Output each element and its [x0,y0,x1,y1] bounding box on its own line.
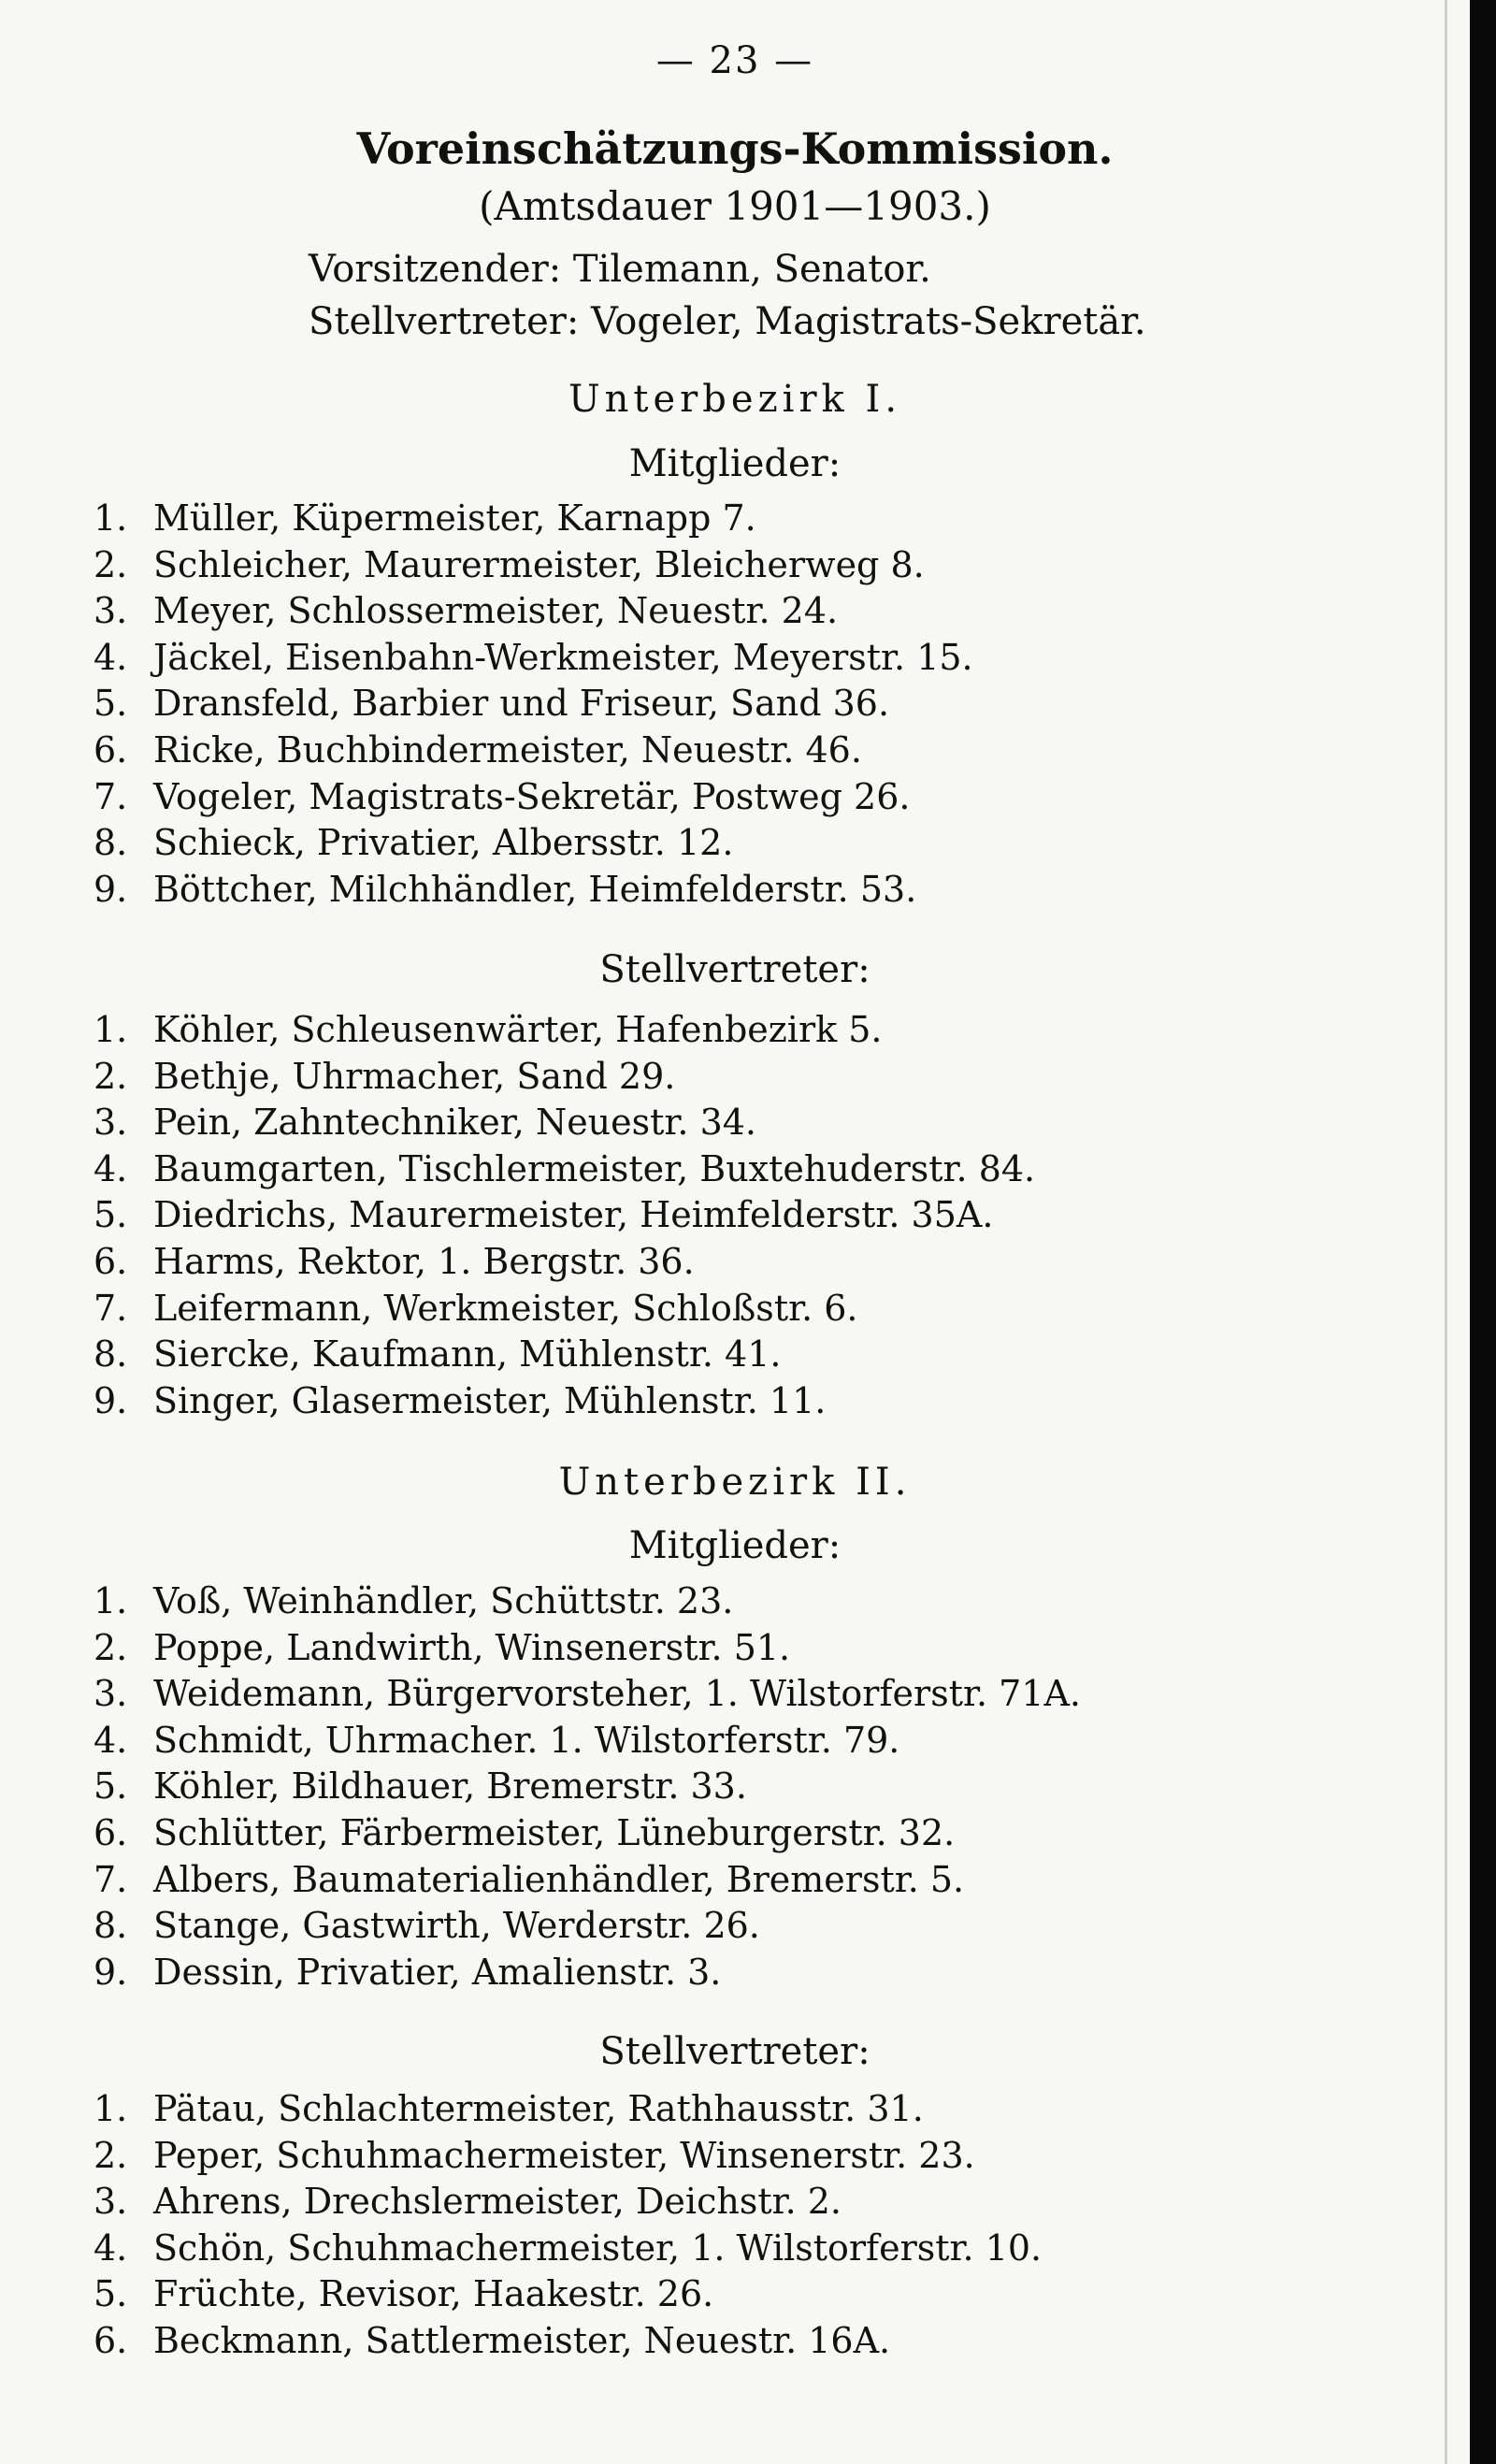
list-item: 6. Harms, Rektor, 1. Bergstr. 36. [94,1240,695,1282]
page-number: — 23 — [655,39,814,82]
list-item: 2. Bethje, Uhrmacher, Sand 29. [94,1055,676,1097]
list-item: 1. Müller, Küpermeister, Karnapp 7. [94,497,756,539]
list-item: 8. Stange, Gastwirth, Werderstr. 26. [94,1905,760,1947]
list-item: 5. Dransfeld, Barbier und Friseur, Sand 36. [94,683,890,725]
list-item: 3. Ahrens, Drechslermeister, Deichstr. 2. [94,2181,842,2223]
list-item: 3. Pein, Zahntechniker, Neuestr. 34. [94,1102,756,1144]
list-item: 7. Leifermann, Werkmeister, Schloßstr. 6. [94,1287,858,1329]
list-item: 4. Schmidt, Uhrmacher. 1. Wilstorferstr. 79. [94,1719,900,1761]
list-item: 3. Weidemann, Bürgervorsteher, 1. Wilstorferstr. 71A. [94,1673,1081,1715]
district-2-heading: Unterbezirk II. [558,1461,912,1504]
list-item: 4. Baumgarten, Tischlermeister, Buxtehuderstr. 84. [94,1147,1036,1189]
list-item: 1. Pätau, Schlachtermeister, Rathhausstr. 31. [94,2088,924,2129]
district-2-members-list [94,1578,1081,1996]
list-item: 1. Köhler, Schleusenwärter, Hafenbezirk 5. [94,1009,883,1050]
list-item: 2. Poppe, Landwirth, Winsenerstr. 51. [94,1626,791,1668]
district-1-members-list [94,496,973,913]
chair-line: Vorsitzender: Tilemann, Senator. [309,248,931,291]
district-1-deputies-list [94,1007,1035,1424]
page-crease [1445,0,1447,2464]
list-item: 6. Beckmann, Sattlermeister, Neuestr. 16A. [94,2319,891,2361]
list-item: 4. Schön, Schuhmachermeister, 1. Wilstorferstr. 10. [94,2226,1043,2269]
list-item: 5. Köhler, Bildhauer, Bremerstr. 33. [94,1765,747,1808]
district-1-heading: Unterbezirk I. [568,378,902,421]
list-item: 4. Jäckel, Eisenbahn-Werkmeister, Meyerstr. 15. [94,636,973,678]
list-item: 7. Albers, Baumaterialienhändler, Bremerstr. 5. [94,1858,965,1900]
list-item: 9. Böttcher, Milchhändler, Heimfelderstr. 53. [94,868,917,910]
list-item: 2. Schleicher, Maurermeister, Bleicherweg 8. [94,543,925,585]
commission-title: Voreinschätzungs-Kommission. [356,123,1114,174]
district-1-deputies-heading: Stellvertreter: [599,948,870,991]
list-item: 5. Diedrichs, Maurermeister, Heimfelderstr. 35A. [94,1194,994,1236]
list-item: 5. Früchte, Revisor, Haakestr. 26. [94,2273,714,2315]
officers-block [309,243,1146,348]
list-item: 8. Schieck, Privatier, Albersstr. 12. [94,822,734,864]
list-item: 3. Meyer, Schlossermeister, Neuestr. 24. [94,590,839,632]
list-item: 7. Vogeler, Magistrats-Sekretär, Postweg 26. [94,775,911,817]
district-1-members-heading: Mitglieder: [628,442,842,485]
district-2-members-heading: Mitglieder: [628,1524,842,1567]
list-item: 2. Peper, Schuhmachermeister, Winsenerstr. 23. [94,2134,975,2176]
district-2-deputies-heading: Stellvertreter: [599,2030,870,2073]
term-of-office: (Amtsdauer 1901—1903.) [479,183,991,229]
list-item: 9. Dessin, Privatier, Amalienstr. 3. [94,1951,722,1993]
list-item: 9. Singer, Glasermeister, Mühlenstr. 11. [94,1379,827,1421]
district-2-deputies-list [94,2086,1042,2365]
deputy-line: Stellvertreter: Vogeler, Magistrats-Sekretär. [309,300,1146,343]
list-item: 6. Ricke, Buchbindermeister, Neuestr. 46. [94,728,862,771]
list-item: 8. Siercke, Kaufmann, Mühlenstr. 41. [94,1333,782,1376]
list-item: 1. Voß, Weinhändler, Schüttstr. 23. [94,1580,734,1621]
list-item: 6. Schlütter, Färbermeister, Lüneburgerstr. 32. [94,1811,956,1853]
